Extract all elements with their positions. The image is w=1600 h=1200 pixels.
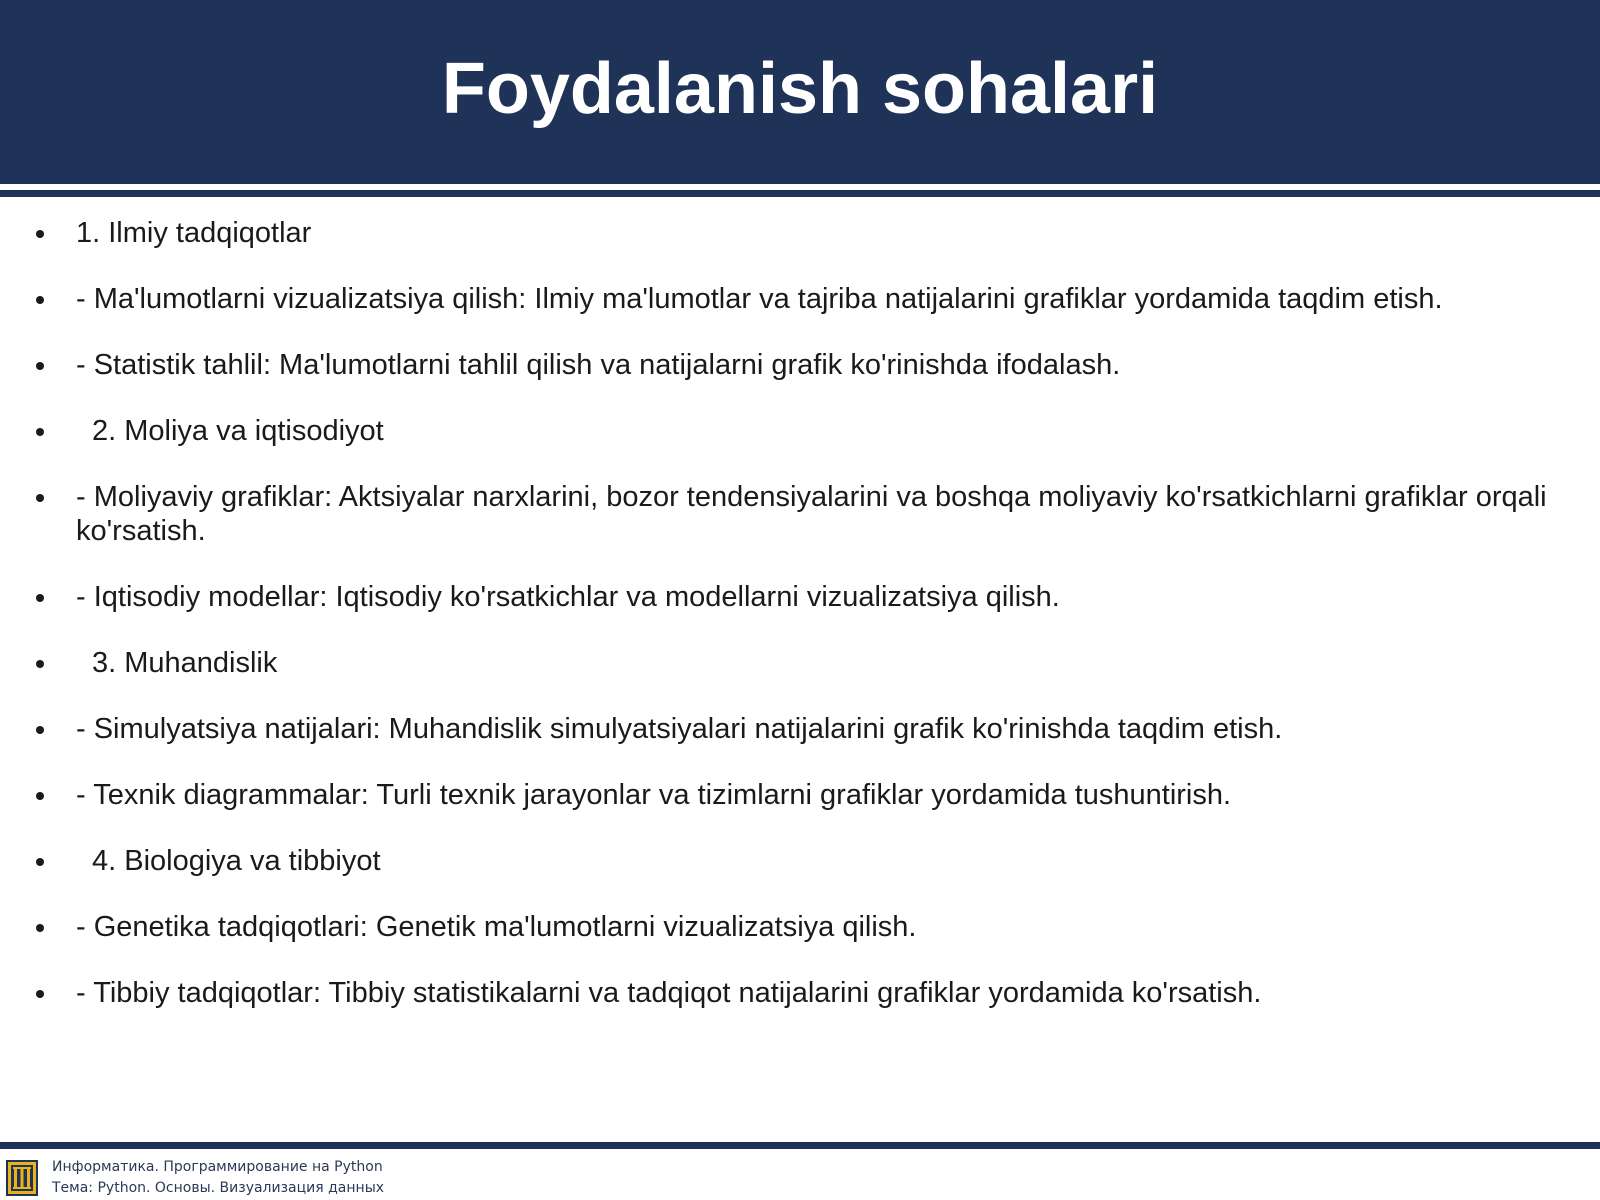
institution-logo-icon: [6, 1160, 38, 1196]
footer-text: [52, 1157, 384, 1199]
bullet-item: [30, 282, 1575, 316]
footer-topic-line: Тема: Python. Основы. Визуализация данных: [52, 1180, 385, 1196]
bullet-dot-icon: [36, 726, 44, 734]
bullet-text: 2. Moliya va iqtisodiyot: [92, 415, 384, 447]
bullet-dot-icon: [36, 494, 44, 502]
bullet-dot-icon: [36, 428, 44, 436]
bullet-item: [30, 910, 1575, 944]
bullet-text: - Tibbiy tadqiqotlar: Tibbiy statistikalarni va tadqiqot natijalarini grafiklar yordamida ko'rsatish.: [76, 977, 1262, 1009]
bullet-dot-icon: [36, 990, 44, 998]
bullet-item: [30, 844, 1575, 878]
bullet-text: - Moliyaviy grafiklar: Aktsiyalar narxlarini, bozor tendensiyalarini va boshqa moliyaviy ko'rsatkichlarni grafiklar orqali ko'rsatish.: [76, 481, 1547, 547]
bullet-dot-icon: [36, 594, 44, 602]
bullet-item: [30, 646, 1575, 680]
slide-title: Foydalanish sohalari: [441, 49, 1159, 129]
bullet-text: - Statistik tahlil: Ma'lumotlarni tahlil qilish va natijalarni grafik ko'rinishda ifodalash.: [76, 349, 1121, 381]
footer-divider: [0, 1142, 1600, 1149]
bullet-text: 3. Muhandislik: [92, 647, 278, 679]
footer-course-line: Информатика. Программирование на Python: [52, 1159, 383, 1175]
bullet-item: [30, 348, 1575, 382]
bullet-item: [30, 712, 1575, 746]
bullet-item: [30, 480, 1575, 548]
bullet-item: [30, 216, 1575, 250]
bullet-dot-icon: [36, 296, 44, 304]
bullet-item: [30, 580, 1575, 614]
slide-header: [0, 0, 1600, 184]
bullet-item: [30, 976, 1575, 1010]
bullet-text: 4. Biologiya va tibbiyot: [92, 845, 381, 877]
bullet-text: - Iqtisodiy modellar: Iqtisodiy ko'rsatkichlar va modellarni vizualizatsiya qilish.: [76, 581, 1060, 613]
bullet-dot-icon: [36, 362, 44, 370]
slide-footer: [0, 1152, 1600, 1200]
slide-content: [30, 216, 1575, 1042]
bullet-dot-icon: [36, 230, 44, 238]
bullet-text: - Genetika tadqiqotlari: Genetik ma'lumotlarni vizualizatsiya qilish.: [76, 911, 917, 943]
bullet-text: 1. Ilmiy tadqiqotlar: [76, 217, 312, 249]
bullet-dot-icon: [36, 792, 44, 800]
bullet-dot-icon: [36, 660, 44, 668]
bullet-item: [30, 778, 1575, 812]
bullet-item: [30, 414, 1575, 448]
bullet-list: [30, 216, 1575, 1010]
bullet-dot-icon: [36, 924, 44, 932]
bullet-text: - Ma'lumotlarni vizualizatsiya qilish: Ilmiy ma'lumotlar va tajriba natijalarini grafiklar yordamida taqdim etish.: [76, 283, 1443, 315]
bullet-text: - Simulyatsiya natijalari: Muhandislik simulyatsiyalari natijalarini grafik ko'rinishda taqdim etish.: [76, 713, 1283, 745]
header-divider: [0, 190, 1600, 197]
bullet-dot-icon: [36, 858, 44, 866]
bullet-text: - Texnik diagrammalar: Turli texnik jarayonlar va tizimlarni grafiklar yordamida tushuntirish.: [76, 779, 1232, 811]
